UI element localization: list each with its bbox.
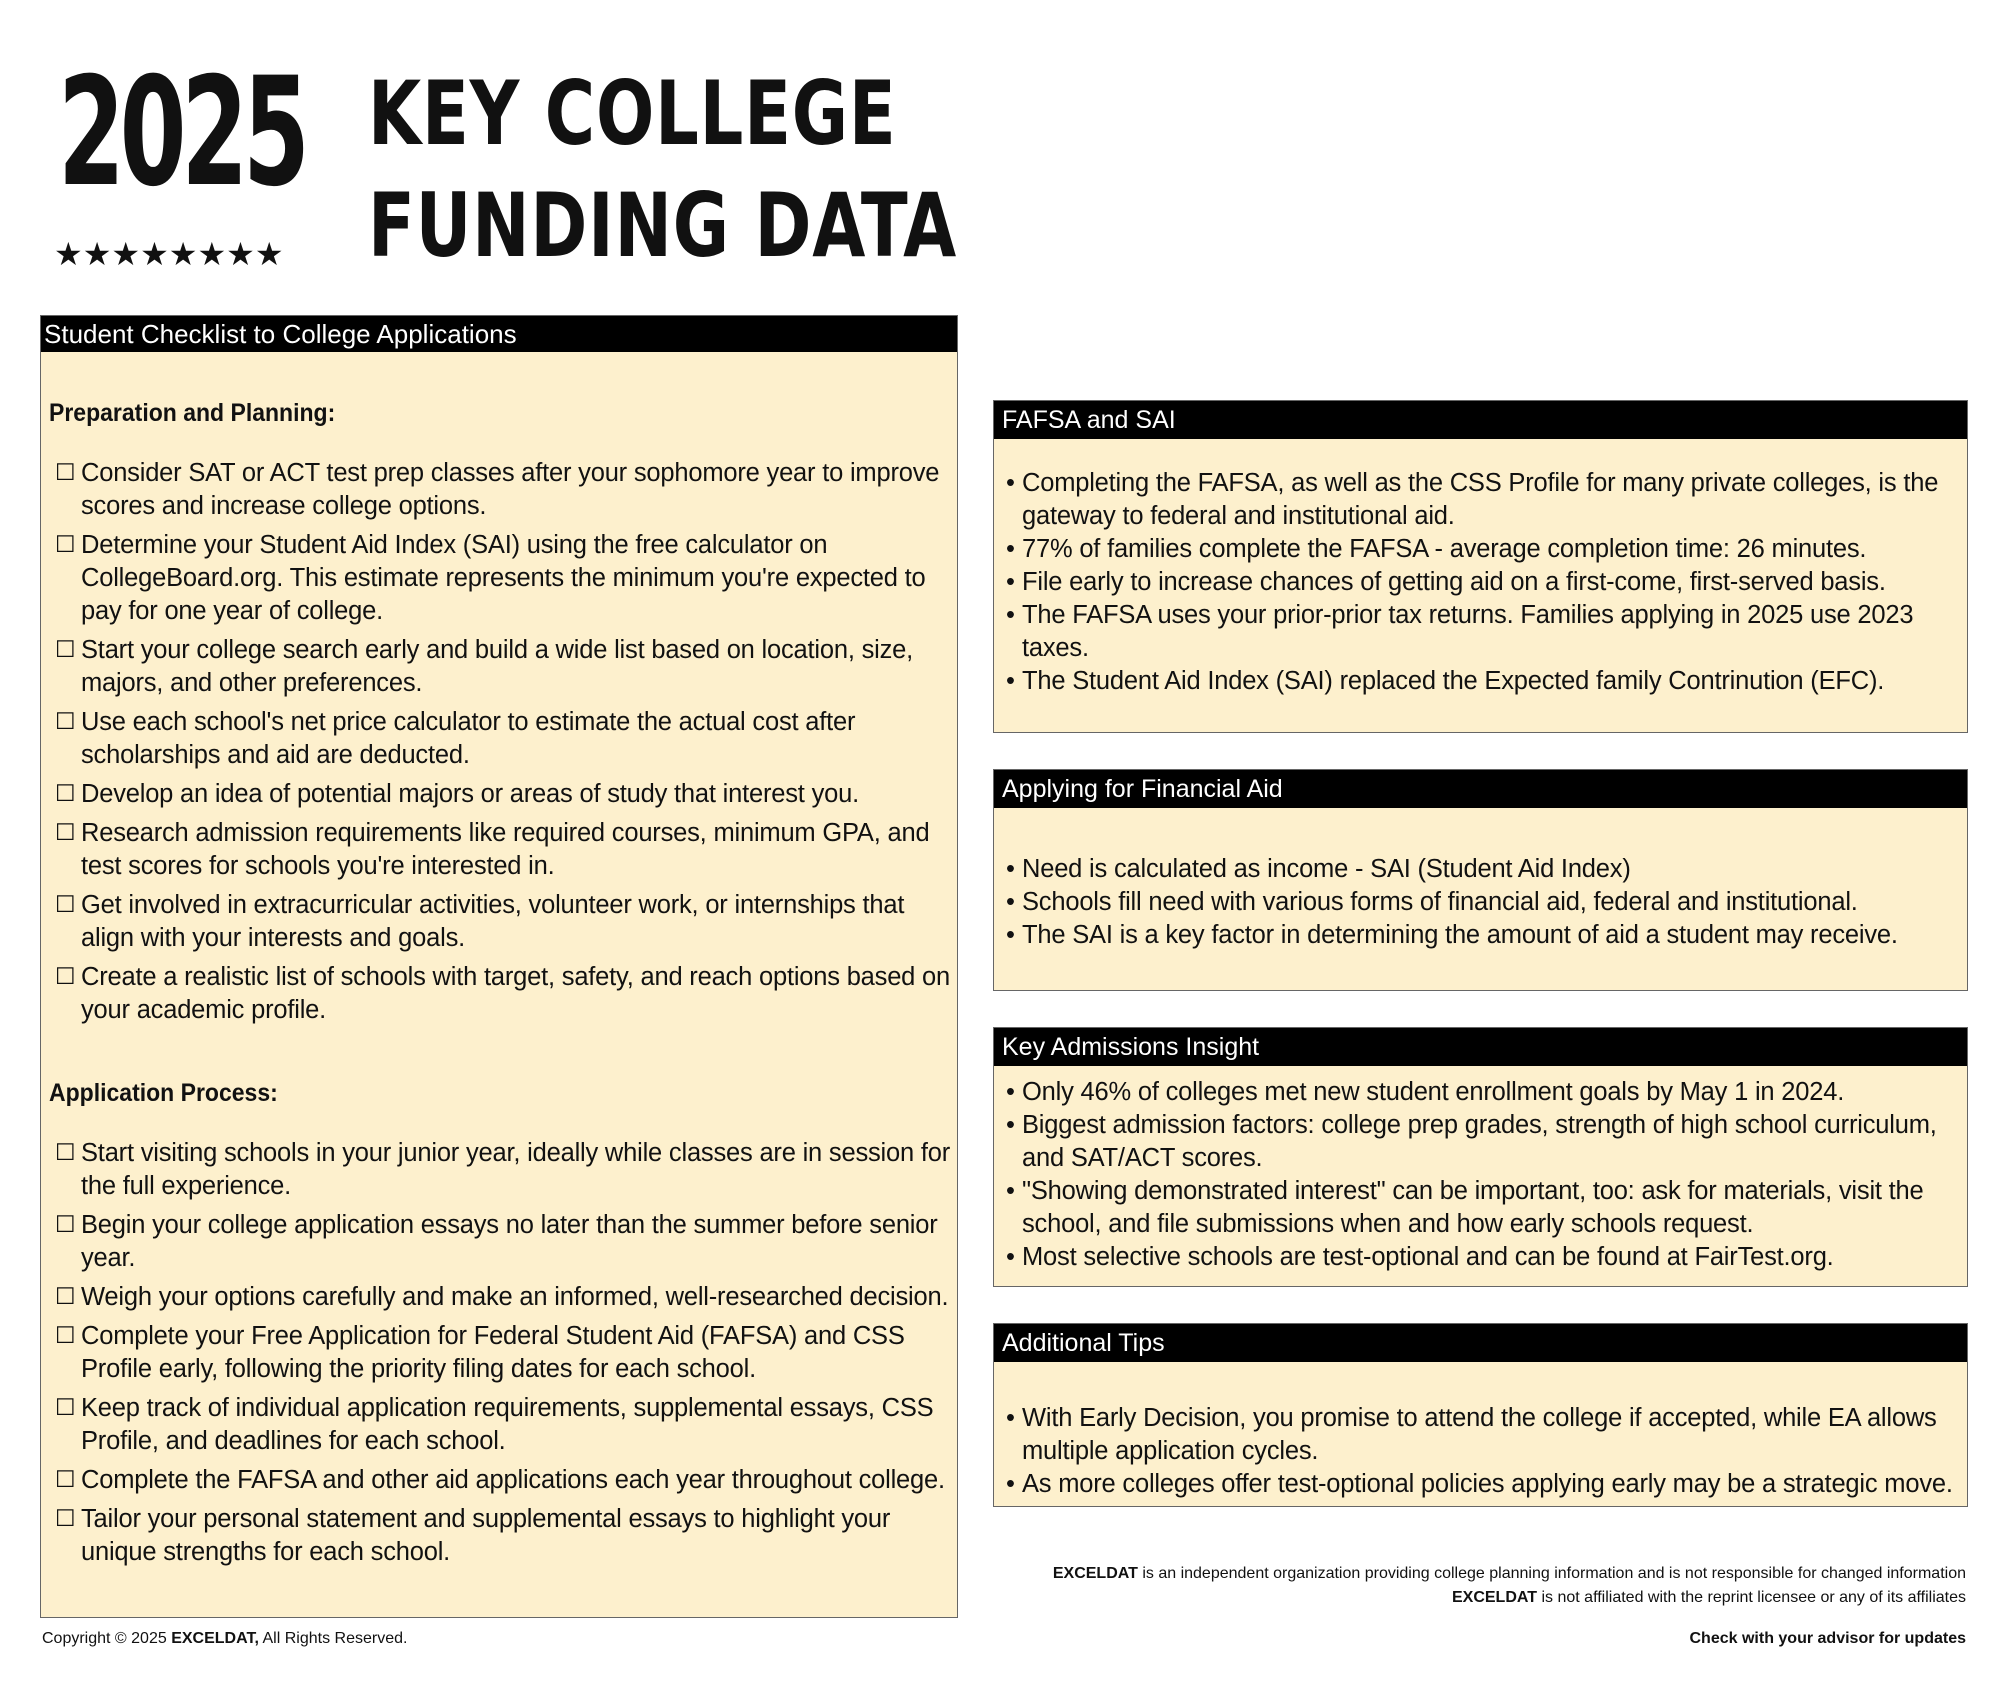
fafsa-sai-panel (993, 400, 1968, 733)
checkbox-icon[interactable]: ☐ (55, 1506, 76, 1532)
title-line-2: FUNDING DATA (368, 174, 958, 277)
bullet-item: • The FAFSA uses your prior-prior tax returns. Families applying in 2025 use 2023 taxes. (1006, 599, 1959, 665)
checklist-item[interactable] (55, 706, 951, 772)
checklist-item-text: Weigh your options carefully and make an informed, well-researched decision. (81, 1283, 949, 1311)
checklist-item[interactable] (55, 1392, 951, 1458)
checklist-title: Student Checklist to College Applications (41, 316, 957, 352)
section-heading-preparation: Preparation and Planning: (49, 399, 336, 427)
checklist-item[interactable] (55, 1281, 951, 1314)
bullet-item: • Most selective schools are test-optional and can be found at FairTest.org. (1006, 1241, 1959, 1274)
admissions-insight-panel (993, 1027, 1968, 1287)
insight-bullet-list (1006, 1076, 1959, 1274)
copyright (42, 1630, 407, 1648)
checkbox-icon[interactable]: ☐ (55, 1323, 76, 1349)
checklist-item[interactable] (55, 529, 951, 628)
copyright-brand: EXCELDAT, (171, 1630, 259, 1647)
bullet-item: • Schools fill need with various forms of financial aid, federal and institutional. (1006, 886, 1959, 919)
aid-panel-body (994, 808, 1967, 990)
checklist-item-text: Keep track of individual application requirements, supplemental essays, CSS Profile, and deadlines for each school. (81, 1394, 934, 1455)
preparation-checklist (55, 457, 951, 1033)
checkbox-icon[interactable]: ☐ (55, 892, 76, 918)
checkbox-icon[interactable]: ☐ (55, 1140, 76, 1166)
disclaimer-line-2 (1053, 1586, 1966, 1610)
checkbox-icon[interactable]: ☐ (55, 637, 76, 663)
page-title (368, 58, 957, 282)
bullet-item: • The Student Aid Index (SAI) replaced the Expected family Contrinution (EFC). (1006, 665, 1959, 698)
disclaimer-text-2: is not affiliated with the reprint licensee or any of its affiliates (1537, 1589, 1966, 1606)
disclaimer-text-1: is an independent organization providing college planning information and is not responsible for changed information (1137, 1565, 1966, 1582)
bullet-item: • With Early Decision, you promise to attend the college if accepted, while EA allows multiple application cycles. (1006, 1402, 1959, 1468)
checklist-item[interactable] (55, 457, 951, 523)
checklist-item[interactable] (55, 1209, 951, 1275)
disclaimer (1053, 1562, 1966, 1610)
financial-aid-panel (993, 769, 1968, 991)
checklist-item-text: Determine your Student Aid Index (SAI) using the free calculator on CollegeBoard.org. This estimate represents the minimum you're expected to pay for one year of college. (81, 531, 926, 625)
checklist-item-text: Create a realistic list of schools with target, safety, and reach options based on your academic profile. (81, 963, 951, 1024)
checkbox-icon[interactable]: ☐ (55, 532, 76, 558)
student-checklist-panel (40, 315, 958, 1618)
additional-tips-panel (993, 1323, 1968, 1507)
copyright-prefix: Copyright © 2025 (42, 1630, 172, 1647)
advisor-note: Check with your advisor for updates (1689, 1630, 1966, 1647)
tips-panel-title: Additional Tips (994, 1324, 1967, 1362)
checkbox-icon[interactable]: ☐ (55, 820, 76, 846)
checkbox-icon[interactable]: ☐ (55, 460, 76, 486)
bullet-item: • Only 46% of colleges met new student enrollment goals by May 1 in 2024. (1006, 1076, 1959, 1109)
section-heading-application: Application Process: (49, 1079, 278, 1107)
checklist-item-text: Start visiting schools in your junior year, ideally while classes are in session for the full experience. (81, 1139, 951, 1200)
aid-panel-title: Applying for Financial Aid (994, 770, 1967, 808)
checklist-item-text: Complete the FAFSA and other aid applications each year throughout college. (81, 1466, 945, 1494)
fafsa-panel-body (994, 439, 1967, 732)
checklist-item[interactable] (55, 889, 951, 955)
star-rating-icon: ★★★★★★★★ (54, 235, 284, 273)
aid-bullet-list (1006, 853, 1959, 952)
checklist-item-text: Start your college search early and build a wide list based on location, size, majors, and other preferences. (81, 636, 914, 697)
year-heading: 2025 (58, 46, 305, 220)
checklist-item[interactable] (55, 778, 951, 811)
bullet-item: • 77% of families complete the FAFSA - average completion time: 26 minutes. (1006, 533, 1959, 566)
tips-bullet-list (1006, 1402, 1959, 1501)
title-line-1: KEY COLLEGE (368, 62, 897, 165)
bullet-item: • File early to increase chances of getting aid on a first-come, first-served basis. (1006, 566, 1959, 599)
bullet-item: • As more colleges offer test-optional policies applying early may be a strategic move. (1006, 1468, 1959, 1501)
fafsa-bullet-list (1006, 467, 1959, 698)
checklist-item-text: Research admission requirements like required courses, minimum GPA, and test scores for schools you're interested in. (81, 819, 930, 880)
checkbox-icon[interactable]: ☐ (55, 1395, 76, 1421)
checkbox-icon[interactable]: ☐ (55, 1212, 76, 1238)
brand-name: EXCELDAT (1052, 1565, 1138, 1582)
checklist-body (41, 354, 957, 1617)
disclaimer-line-1 (1053, 1562, 1966, 1586)
checkbox-icon[interactable]: ☐ (55, 1467, 76, 1493)
application-checklist (55, 1137, 951, 1575)
checklist-item-text: Consider SAT or ACT test prep classes after your sophomore year to improve scores and increase college options. (81, 459, 940, 520)
copyright-suffix: All Rights Reserved. (258, 1630, 408, 1647)
checklist-item[interactable] (55, 1320, 951, 1386)
checklist-item[interactable] (55, 961, 951, 1027)
checklist-item-text: Tailor your personal statement and supplemental essays to highlight your unique strengths for each school. (81, 1505, 891, 1566)
checklist-item[interactable] (55, 817, 951, 883)
checklist-item[interactable] (55, 634, 951, 700)
bullet-item: • Need is calculated as income - SAI (Student Aid Index) (1006, 853, 1959, 886)
checklist-item-text: Use each school's net price calculator to estimate the actual cost after scholarships and aid are deducted. (81, 708, 856, 769)
insight-panel-title: Key Admissions Insight (994, 1028, 1967, 1066)
checkbox-icon[interactable]: ☐ (55, 964, 76, 990)
checklist-item[interactable] (55, 1464, 951, 1497)
checklist-item-text: Complete your Free Application for Federal Student Aid (FAFSA) and CSS Profile early, following the priority filing dates for each school. (81, 1322, 905, 1383)
checklist-item[interactable] (55, 1137, 951, 1203)
checklist-item-text: Begin your college application essays no later than the summer before senior year. (81, 1211, 938, 1272)
tips-panel-body (994, 1362, 1967, 1506)
checklist-item-text: Get involved in extracurricular activities, volunteer work, or internships that align with your interests and goals. (81, 891, 905, 952)
bullet-item: • Completing the FAFSA, as well as the CSS Profile for many private colleges, is the gateway to federal and institutional aid. (1006, 467, 1959, 533)
checkbox-icon[interactable]: ☐ (55, 1284, 76, 1310)
bullet-item: • Biggest admission factors: college prep grades, strength of high school curriculum, and SAT/ACT scores. (1006, 1109, 1959, 1175)
bullet-item: • "Showing demonstrated interest" can be important, too: ask for materials, visit the school, and file submissions when and how early schools request. (1006, 1175, 1959, 1241)
fafsa-panel-title: FAFSA and SAI (994, 401, 1967, 439)
checkbox-icon[interactable]: ☐ (55, 709, 76, 735)
brand-name: EXCELDAT (1451, 1589, 1538, 1606)
checkbox-icon[interactable]: ☐ (55, 781, 76, 807)
bullet-item: • The SAI is a key factor in determining the amount of aid a student may receive. (1006, 919, 1959, 952)
checklist-item-text: Develop an idea of potential majors or areas of study that interest you. (81, 780, 859, 808)
insight-panel-body (994, 1066, 1967, 1286)
checklist-item[interactable] (55, 1503, 951, 1569)
